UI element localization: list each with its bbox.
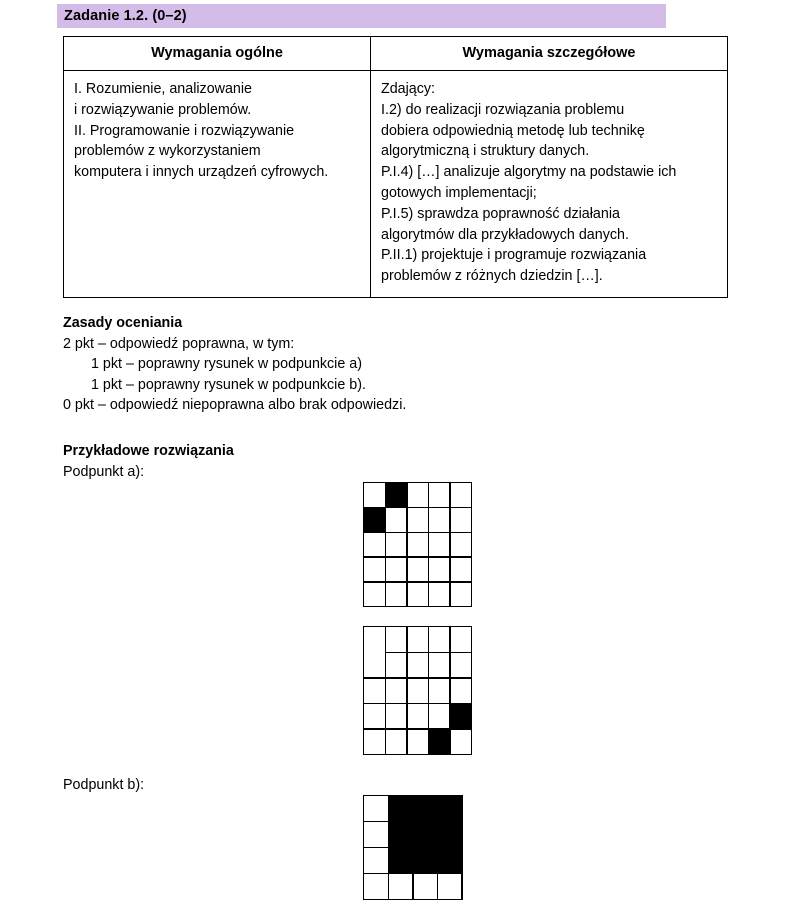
grid-cell[interactable] bbox=[389, 822, 412, 847]
grid-cell[interactable] bbox=[386, 627, 406, 651]
grid-cell[interactable] bbox=[364, 558, 384, 581]
grid-cell[interactable] bbox=[438, 822, 461, 847]
specific-line: algorytmiczną i struktury danych. bbox=[381, 143, 590, 160]
grid-cell[interactable] bbox=[429, 704, 449, 728]
cell-general-requirements bbox=[64, 71, 371, 298]
grid-cell[interactable] bbox=[429, 508, 449, 531]
subpoint-a-label: Podpunkt a): bbox=[63, 463, 145, 480]
specific-line: problemów z różnych dziedzin […]. bbox=[381, 268, 603, 285]
grid-cell[interactable] bbox=[408, 627, 428, 651]
grid-cell[interactable] bbox=[414, 848, 437, 873]
grid-cell[interactable] bbox=[364, 483, 384, 506]
header-general-requirements: Wymagania ogólne bbox=[64, 37, 371, 71]
scoring-line-2pkt: 2 pkt – odpowiedź poprawna, w tym: bbox=[63, 335, 295, 352]
sample-solutions-heading: Przykładowe rozwiązania bbox=[63, 443, 234, 459]
grid-cell[interactable] bbox=[429, 730, 449, 754]
subpoint-b-label: Podpunkt b): bbox=[63, 777, 145, 793]
grid-cell[interactable] bbox=[451, 583, 471, 606]
grid-cell[interactable] bbox=[389, 796, 412, 821]
grid-cell[interactable] bbox=[389, 874, 412, 899]
grid-b-first[interactable] bbox=[363, 795, 463, 900]
grid-cell[interactable] bbox=[414, 822, 437, 847]
grid-cell[interactable] bbox=[364, 796, 387, 821]
grid-a-second[interactable] bbox=[363, 626, 472, 755]
general-line: komputera i innych urządzeń cyfrowych. bbox=[74, 164, 329, 181]
grid-cell[interactable] bbox=[414, 796, 437, 821]
grid-cell[interactable] bbox=[438, 874, 461, 899]
specific-line: I.2) do realizacji rozwiązania problemu bbox=[381, 101, 625, 118]
specific-line: algorytmów dla przykładowych danych. bbox=[381, 226, 629, 243]
grid-cell[interactable] bbox=[364, 583, 384, 606]
grid-cell[interactable] bbox=[408, 704, 428, 728]
grid-cell[interactable] bbox=[386, 533, 406, 556]
grid-cell[interactable] bbox=[364, 730, 384, 754]
specific-line: P.II.1) projektuje i programuje rozwiązania bbox=[381, 247, 647, 264]
grid-cell[interactable] bbox=[386, 508, 406, 531]
grid-cell[interactable] bbox=[408, 653, 428, 677]
grid-cell[interactable] bbox=[364, 874, 387, 899]
grid-cell[interactable] bbox=[364, 679, 384, 703]
grid-cell[interactable] bbox=[408, 583, 428, 606]
scoring-rules-heading: Zasady oceniania bbox=[63, 315, 183, 331]
grid-cell[interactable] bbox=[408, 483, 428, 506]
table-header-row bbox=[64, 37, 728, 71]
grid-cell[interactable] bbox=[364, 627, 384, 651]
grid-cell[interactable] bbox=[429, 558, 449, 581]
scoring-line-1pkt-a: 1 pkt – poprawny rysunek w podpunkcie a) bbox=[91, 356, 362, 373]
grid-cell[interactable] bbox=[386, 730, 406, 754]
grid-cell[interactable] bbox=[429, 483, 449, 506]
task-title: Zadanie 1.2. (0–2) bbox=[64, 7, 187, 24]
grid-cell[interactable] bbox=[389, 848, 412, 873]
grid-cell[interactable] bbox=[414, 874, 437, 899]
grid-cell[interactable] bbox=[451, 627, 471, 651]
specific-line: gotowych implementacji; bbox=[381, 184, 537, 201]
grid-cell[interactable] bbox=[438, 796, 461, 821]
specific-line: P.I.5) sprawdza poprawność działania bbox=[381, 205, 620, 222]
grid-cell[interactable] bbox=[364, 704, 384, 728]
grid-cell[interactable] bbox=[386, 704, 406, 728]
scoring-rules-section bbox=[63, 313, 406, 416]
grid-cell[interactable] bbox=[451, 679, 471, 703]
grid-a-first[interactable] bbox=[363, 482, 472, 607]
general-line: II. Programowanie i rozwiązywanie bbox=[74, 122, 295, 139]
subpoint-b-label-wrap bbox=[63, 775, 144, 796]
grid-cell[interactable] bbox=[386, 679, 406, 703]
scoring-line-0pkt: 0 pkt – odpowiedź niepoprawna albo brak odpowiedzi. bbox=[63, 397, 407, 414]
grid-cell[interactable] bbox=[364, 653, 384, 677]
grid-cell[interactable] bbox=[364, 508, 384, 531]
grid-cell[interactable] bbox=[429, 679, 449, 703]
grid-cell[interactable] bbox=[451, 653, 471, 677]
requirements-table bbox=[63, 36, 728, 298]
specific-line: Zdający: bbox=[381, 81, 436, 97]
grid-cell[interactable] bbox=[451, 483, 471, 506]
sample-solutions-section bbox=[63, 441, 234, 482]
task-banner bbox=[57, 4, 666, 28]
grid-cell[interactable] bbox=[386, 558, 406, 581]
grid-cell[interactable] bbox=[451, 704, 471, 728]
grid-cell[interactable] bbox=[429, 627, 449, 651]
grid-cell[interactable] bbox=[386, 583, 406, 606]
table-body-row bbox=[64, 71, 728, 298]
cell-specific-requirements bbox=[371, 71, 728, 298]
general-line: I. Rozumienie, analizowanie bbox=[74, 81, 253, 97]
grid-cell[interactable] bbox=[429, 583, 449, 606]
grid-cell[interactable] bbox=[429, 653, 449, 677]
grid-cell[interactable] bbox=[429, 533, 449, 556]
general-line: problemów z wykorzystaniem bbox=[74, 143, 261, 160]
grid-cell[interactable] bbox=[364, 533, 384, 556]
grid-cell[interactable] bbox=[408, 533, 428, 556]
grid-cell[interactable] bbox=[408, 508, 428, 531]
grid-cell[interactable] bbox=[408, 558, 428, 581]
grid-cell[interactable] bbox=[364, 848, 387, 873]
header-specific-requirements: Wymagania szczegółowe bbox=[371, 37, 728, 71]
grid-cell[interactable] bbox=[408, 679, 428, 703]
scoring-line-1pkt-b: 1 pkt – poprawny rysunek w podpunkcie b). bbox=[91, 376, 366, 393]
grid-cell[interactable] bbox=[451, 533, 471, 556]
grid-cell[interactable] bbox=[451, 730, 471, 754]
grid-cell[interactable] bbox=[451, 558, 471, 581]
grid-cell[interactable] bbox=[386, 483, 406, 506]
grid-cell[interactable] bbox=[364, 822, 387, 847]
specific-line: P.I.4) […] analizuje algorytmy na podstawie ich bbox=[381, 164, 677, 181]
grid-cell[interactable] bbox=[408, 730, 428, 754]
grid-cell[interactable] bbox=[438, 848, 461, 873]
general-line: i rozwiązywanie problemów. bbox=[74, 101, 252, 118]
specific-line: dobiera odpowiednią metodę lub technikę bbox=[381, 122, 645, 139]
grid-cell[interactable] bbox=[451, 508, 471, 531]
grid-cell[interactable] bbox=[386, 653, 406, 677]
